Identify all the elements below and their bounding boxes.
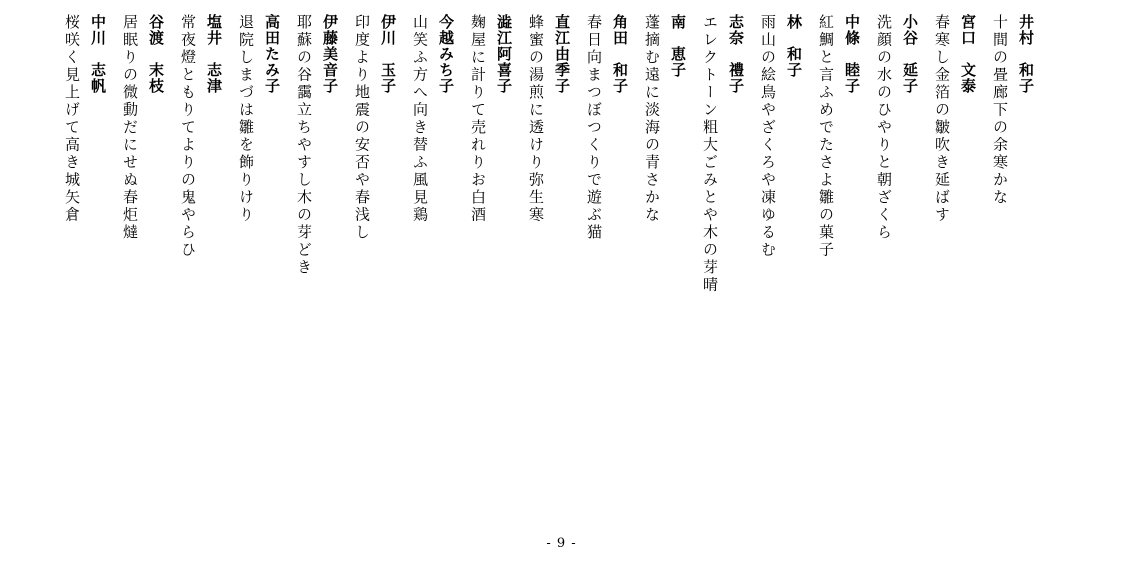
haiku-entry (61, 14, 109, 224)
poet-name: 谷渡 末枝 (147, 14, 165, 94)
poet-name: 今越みち子 (437, 14, 455, 94)
poet-name: 中川 志帆 (89, 14, 107, 94)
poet-name: 南 恵子 (669, 14, 687, 78)
haiku-text: 桜咲く見上げて高き城矢倉 (63, 14, 81, 224)
haiku-entry (583, 14, 631, 242)
poet-name: 林 和子 (785, 14, 803, 78)
poet-name: 井村 和子 (1017, 14, 1035, 94)
haiku-text: 麹屋に計りて売れりお白酒 (469, 14, 487, 224)
haiku-columns (61, 14, 1037, 474)
poet-name: 志奈 禮子 (727, 14, 745, 94)
haiku-entry (815, 14, 863, 259)
haiku-text: 春日向まつぼつくりで遊ぶ猫 (585, 14, 603, 242)
haiku-text: 居眠りの微動だにせぬ春炬燵 (121, 14, 139, 242)
haiku-text: 雨山の絵鳥やざくろや凍ゆるむ (759, 14, 777, 259)
haiku-entry (235, 14, 283, 224)
poet-name: 伊藤美音子 (321, 14, 339, 94)
poet-name: 伊川 玉子 (379, 14, 397, 94)
poet-name: 中條 睦子 (843, 14, 861, 94)
haiku-entry (177, 14, 225, 259)
poet-name: 高田たみ子 (263, 14, 281, 94)
haiku-entry (525, 14, 573, 224)
haiku-entry (699, 14, 747, 294)
poet-name: 小谷 延子 (901, 14, 919, 94)
page-number: - 9 - (546, 536, 577, 551)
poet-name: 塩井 志津 (205, 14, 223, 94)
poet-name: 角田 和子 (611, 14, 629, 94)
haiku-text: 蓬摘む遠に淡海の青さかな (643, 14, 661, 224)
haiku-text: 耶蘇の谷靄立ちやすし木の芽どき (295, 14, 313, 277)
poet-name: 澁江阿喜子 (495, 14, 513, 94)
haiku-text: 洗顔の水のひやりと朝ざくら (875, 14, 893, 242)
haiku-text: 蜂蜜の湯煎に透けり弥生寒 (527, 14, 545, 224)
haiku-text: 常夜燈ともりてよりの鬼やらひ (179, 14, 197, 259)
haiku-entry (931, 14, 979, 224)
haiku-entry (119, 14, 167, 242)
haiku-text: 印度より地震の安否や春浅し (353, 14, 371, 242)
haiku-entry (409, 14, 457, 224)
poet-name: 宮口 文泰 (959, 14, 977, 94)
haiku-text: 春寒し金箔の皺吹き延ばす (933, 14, 951, 224)
haiku-text: 紅鯛と言ふめでたさよ雛の菓子 (817, 14, 835, 259)
haiku-entry (351, 14, 399, 242)
haiku-entry (641, 14, 689, 224)
haiku-entry (467, 14, 515, 224)
poet-name: 直江由季子 (553, 14, 571, 94)
haiku-entry (873, 14, 921, 242)
haiku-entry (757, 14, 805, 259)
haiku-text: エレクトーン粗大ごみとや木の芽晴 (701, 14, 719, 294)
haiku-text: 退院しまづは雛を飾りけり (237, 14, 255, 224)
haiku-text: 十間の畳廊下の余寒かな (991, 14, 1009, 207)
haiku-entry (989, 14, 1037, 207)
haiku-entry (293, 14, 341, 277)
haiku-text: 山笑ふ方へ向き替ふ風見鶏 (411, 14, 429, 224)
